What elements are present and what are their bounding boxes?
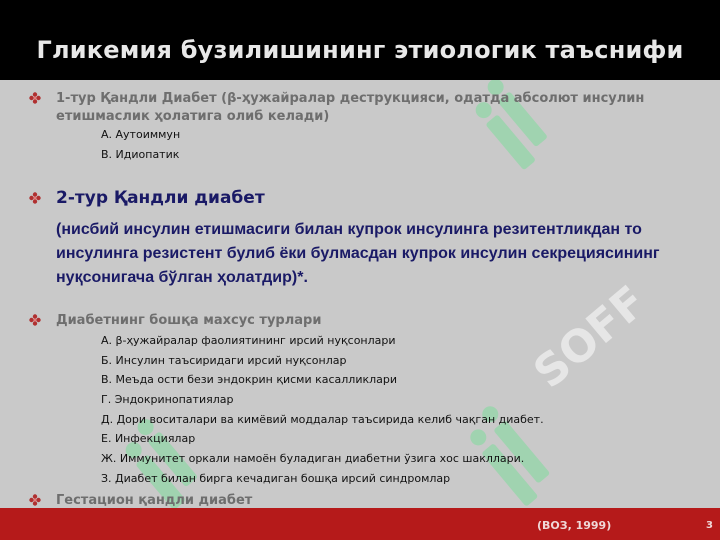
- flower-bullet-icon: [29, 494, 41, 506]
- type1-diabetes-item: 1-тур Қандли Диабет (β-ҳужайралар деструкцияси, одатда абсолют инсулин етишмаслик ҳолатига олиб келади): [56, 91, 645, 124]
- other-types-subitem: З. Диабет билан бирга кечадиган бошқа ирсий синдромлар: [101, 472, 451, 485]
- other-specific-types-item: Диабетнинг бошқа махсус турлари: [56, 313, 322, 328]
- svg-text:SOFF: SOFF: [524, 276, 657, 399]
- type2-diabetes-heading: 2-тур Қандли диабет: [56, 188, 265, 208]
- source-citation: (ВОЗ, 1999): [537, 519, 612, 532]
- slide-title: Гликемия бузилишининг этиологик таъснифи: [36, 36, 684, 64]
- flower-bullet-icon: [29, 192, 41, 204]
- other-types-subitem: А. β-ҳужайралар фаолиятининг ирсий нуқсонлари: [101, 334, 396, 347]
- other-types-subitem: Г. Эндокринопатиялар: [101, 393, 234, 406]
- type1-subitem-idiopathic: В. Идиопатик: [101, 148, 180, 161]
- type2-diabetes-description: (нисбий инсулин етишмасиги билан купрок инсулинга резитентликдан то инсулинга резистент булиб ёки булмасдан купрок инсулин секрециясининг нуқсонигача бўлган ҳолатдир)*.: [56, 221, 660, 286]
- other-types-subitem: Е. Инфекциялар: [101, 432, 196, 445]
- other-types-subitem: В. Меъда ости бези эндокрин қисми касалликлари: [101, 373, 398, 386]
- other-types-subitem: Б. Инсулин таъсиридаги ирсий нуқсонлар: [101, 354, 347, 367]
- type1-subitem-autoimmune: А. Аутоиммун: [101, 128, 181, 141]
- flower-bullet-icon: [29, 314, 41, 326]
- flower-bullet-icon: [29, 92, 41, 104]
- other-types-subitem: Ж. Иммунитет оркали намоён буладиган диабетни ўзига хос шакллари.: [101, 452, 525, 465]
- page-number: 3: [706, 520, 713, 531]
- footer-bar: [0, 508, 720, 540]
- other-types-subitem: Д. Дори воситалари ва кимёвий моддалар таъсирида келиб чақган диабет.: [101, 413, 544, 426]
- gestational-diabetes-item: Гестацион қандли диабет: [56, 493, 253, 508]
